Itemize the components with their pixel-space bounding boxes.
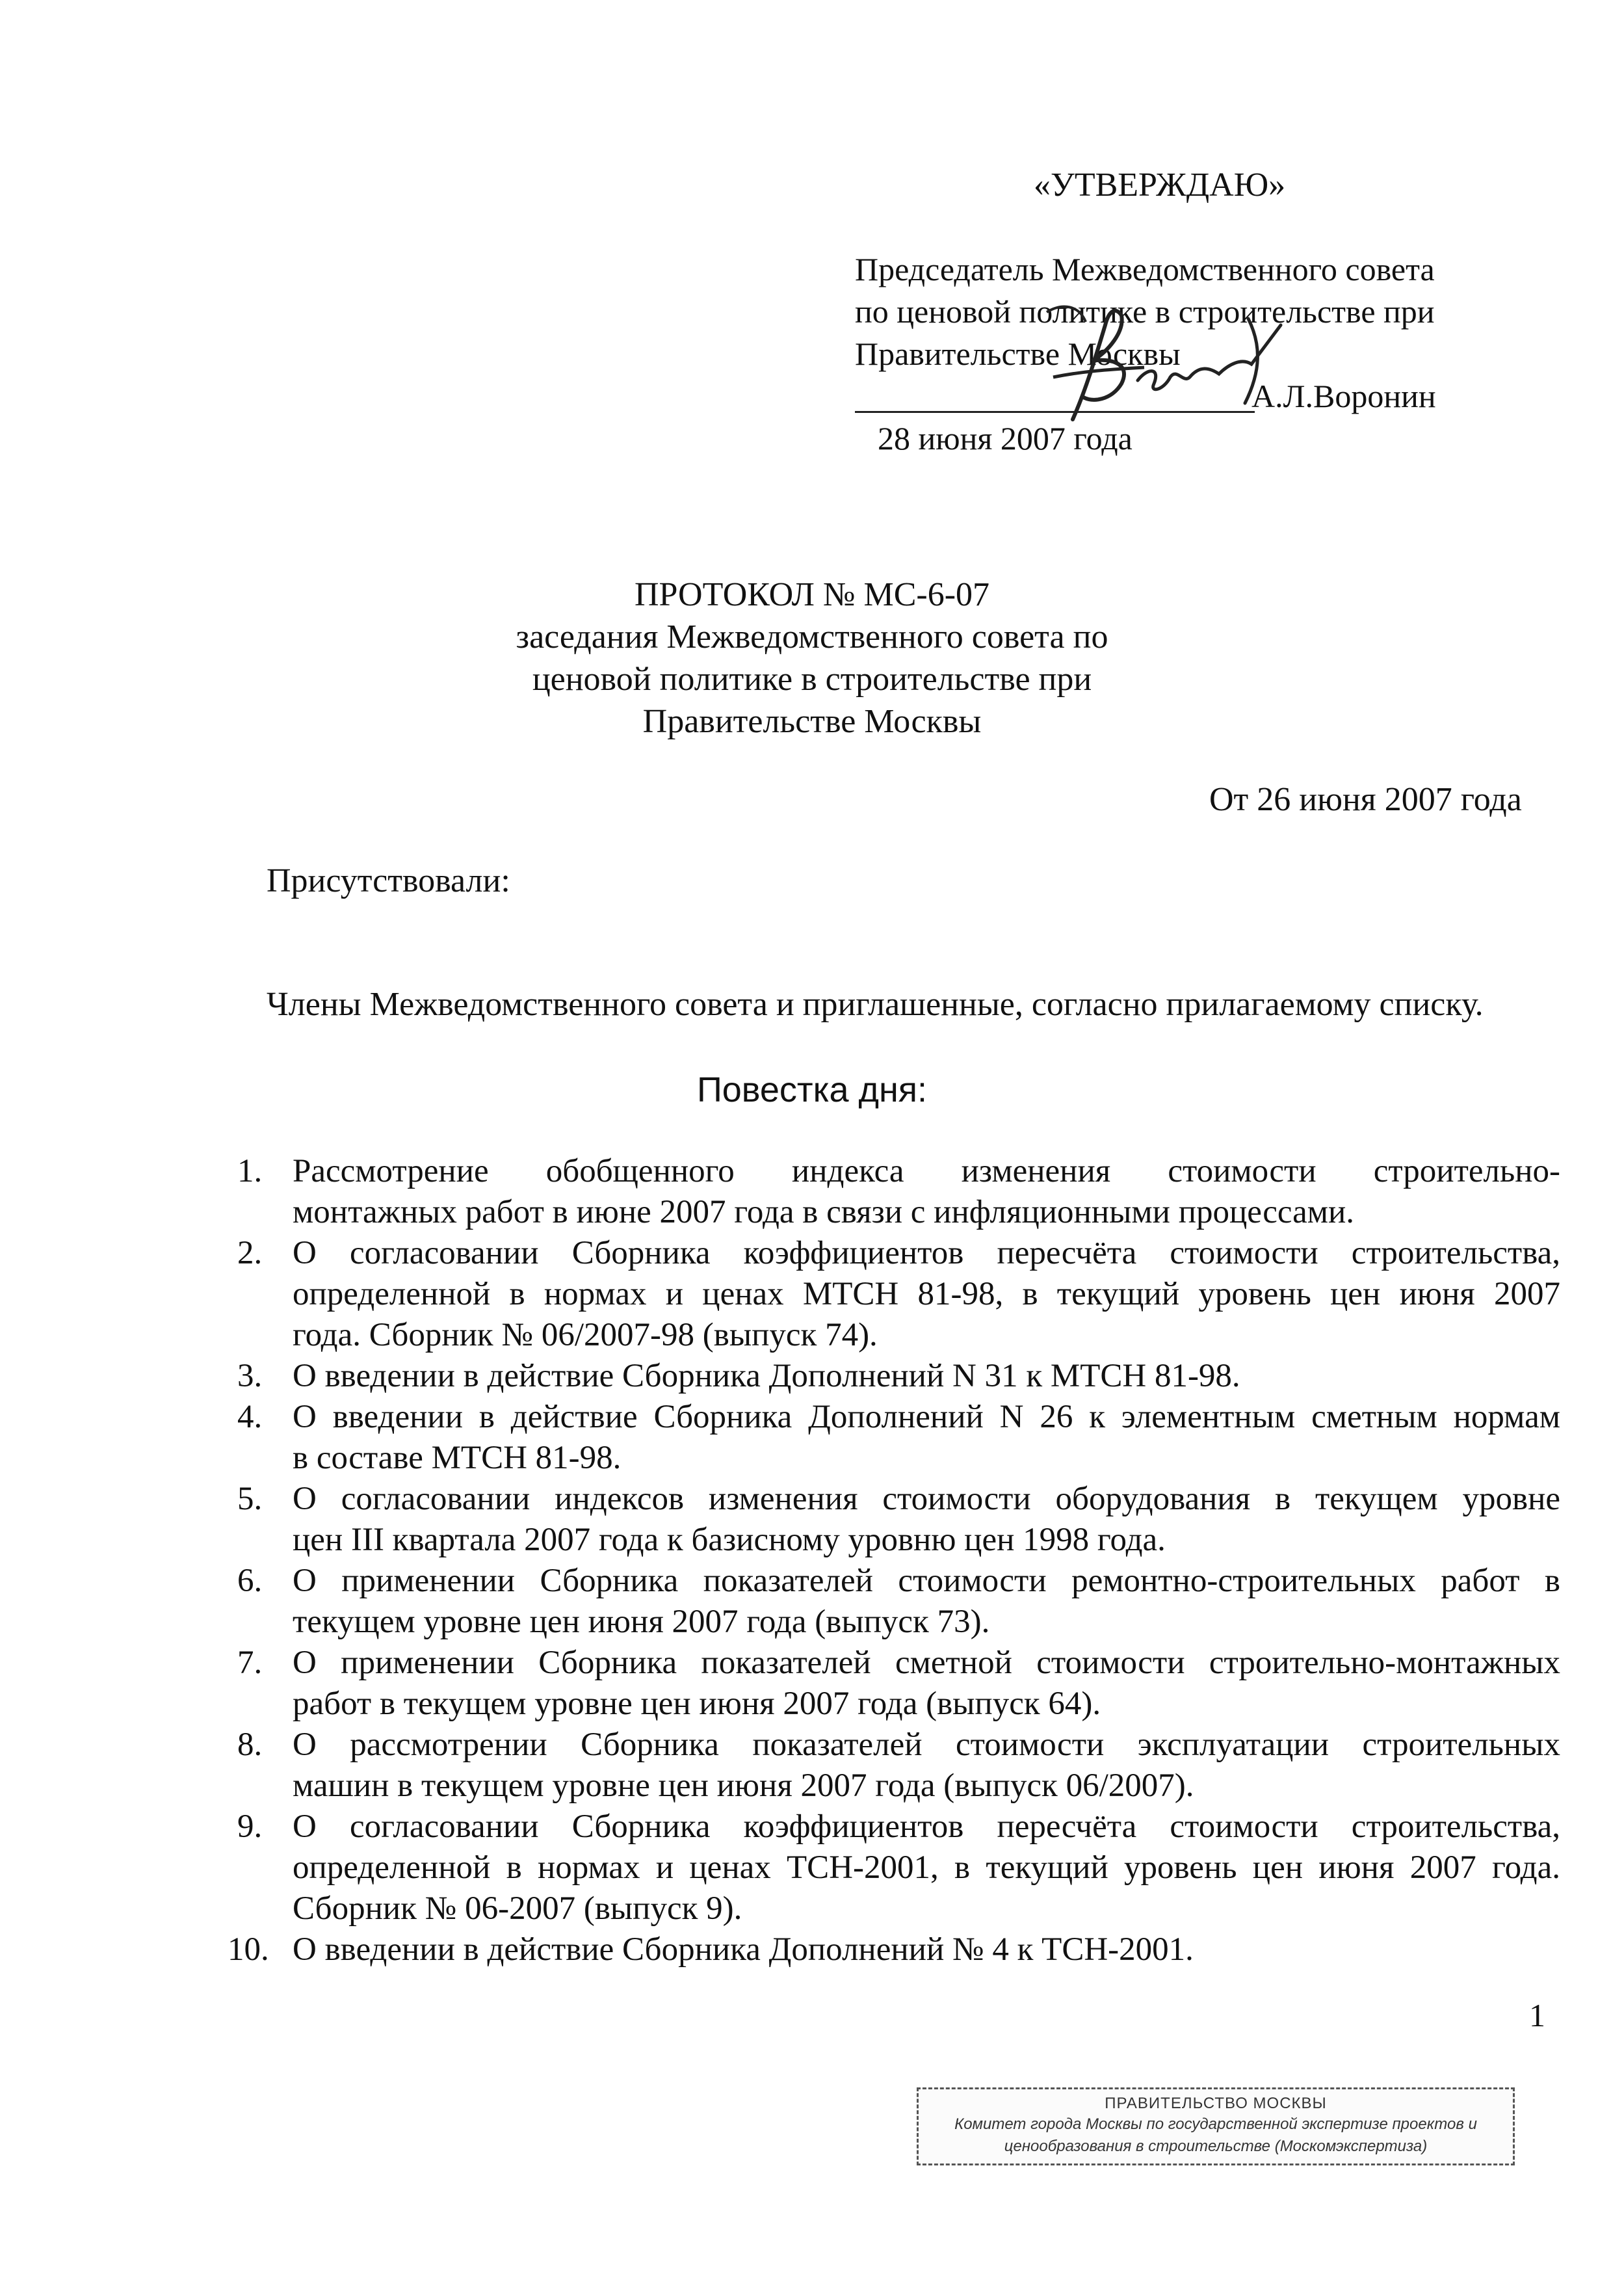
agenda-item-number: 9. [237,1808,263,1845]
agenda-item-line: определенной в нормах и ценах ТСН-2001, в текущий уровень цен июня 2007 года. [293,1849,1560,1886]
agenda-item-number: 3. [237,1358,263,1394]
agenda-item [228,1561,1560,1643]
agenda-item-line: О согласовании Сборника коэффициентов пересчёта стоимости строительства, [293,1808,1560,1845]
handwritten-signature [975,286,1300,442]
agenda-item [228,1725,1560,1806]
agenda-item [228,1356,1560,1397]
page-number: 1 [1529,1997,1545,2033]
approval-title: «УТВЕРЖДАЮ» [1034,166,1286,204]
agenda-item-line: машин в текущем уровне цен июня 2007 года (выпуск 06/2007). [293,1767,1194,1804]
agenda-item-line: О введении в действие Сборника Дополнений N 26 к элементным сметным нормам [293,1399,1560,1435]
agenda-item-number: 1. [237,1153,263,1189]
protocol-subtitle-line-1: заседания Межведомственного совета по [516,618,1108,655]
agenda-item-number: 8. [237,1727,263,1763]
agenda-item-line: О введении в действие Сборника Дополнений N 31 к МТСН 81-98. [293,1358,1240,1394]
agenda-item-line: О рассмотрении Сборника показателей стоимости эксплуатации строительных [293,1727,1560,1763]
agenda-list [228,1151,1560,1970]
members-text: Члены Межведомственного совета и приглашенные, согласно прилагаемому списку. [267,986,1484,1023]
agenda-item-number: 5. [237,1481,263,1517]
approval-date: 28 июня 2007 года [878,420,1133,456]
agenda-item-line: цен III квартала 2007 года к базисному уровню цен 1998 года. [293,1522,1166,1558]
agenda-item [228,1806,1560,1929]
stamp-line-1: ПРАВИТЕЛЬСТВО МОСКВЫ [1105,2095,1327,2112]
present-label: Присутствовали: [267,862,510,899]
agenda-item-number: 10. [228,1931,269,1968]
approval-position-line-3: Правительстве Москвы [855,336,1181,372]
agenda-item-line: монтажных работ в июне 2007 года в связи с инфляционными процессами. [293,1194,1355,1230]
agenda-item-line: работ в текущем уровне цен июня 2007 года (выпуск 64). [293,1686,1101,1722]
registration-stamp [917,2087,1515,2165]
agenda-item [228,1929,1560,1970]
agenda-item [228,1397,1560,1479]
agenda-item-number: 6. [237,1563,263,1599]
protocol-subtitle-line-3: Правительстве Москвы [642,703,982,740]
stamp-line-2: Комитет города Москвы по государственной экспертизе проектов и [954,2115,1477,2133]
meeting-date: От 26 июня 2007 года [1209,781,1522,818]
protocol-title: ПРОТОКОЛ № МС-6-07 [634,576,990,613]
agenda-item-line: О согласовании Сборника коэффициентов пересчёта стоимости строительства, [293,1235,1560,1271]
agenda-item [228,1643,1560,1725]
agenda-item-line: года. Сборник № 06/2007-98 (выпуск 74). [293,1317,878,1353]
protocol-subtitle-line-2: ценовой политике в строительстве при [532,661,1092,698]
agenda-item-number: 4. [237,1399,263,1435]
agenda-item-line: О применении Сборника показателей сметной стоимости строительно-монтажных [293,1645,1560,1681]
agenda-item-number: 2. [237,1235,263,1271]
agenda-item-line: текущем уровне цен июня 2007 года (выпуск 73). [293,1604,990,1640]
stamp-line-3: ценообразования в строительстве (Москомэкспертиза) [1004,2137,1428,2155]
agenda-item-line: О согласовании индексов изменения стоимости оборудования в текущем уровне [293,1481,1560,1517]
signatory-name: А.Л.Воронин [1251,378,1436,414]
agenda-item-line: О применении Сборника показателей стоимости ремонтно-строительных работ в [293,1563,1560,1599]
agenda-item-line: в составе МТСН 81-98. [293,1440,622,1476]
agenda-item [228,1479,1560,1561]
approval-position-line-2: по ценовой политике в строительстве при [855,293,1435,330]
agenda-item-line: Рассмотрение обобщенного индекса изменения стоимости строительно- [293,1153,1560,1189]
agenda-title: Повестка дня: [696,1070,928,1109]
agenda-item-line: определенной в нормах и ценах МТСН 81-98, в текущий уровень цен июня 2007 [293,1276,1560,1312]
agenda-item-line: О введении в действие Сборника Дополнений № 4 к ТСН-2001. [293,1931,1194,1968]
agenda-item-line: Сборник № 06-2007 (выпуск 9). [293,1890,742,1927]
agenda-item-number: 7. [237,1645,263,1681]
agenda-item [228,1151,1560,1233]
agenda-item [228,1233,1560,1356]
approval-position-line-1: Председатель Межведомственного совета [855,251,1435,287]
